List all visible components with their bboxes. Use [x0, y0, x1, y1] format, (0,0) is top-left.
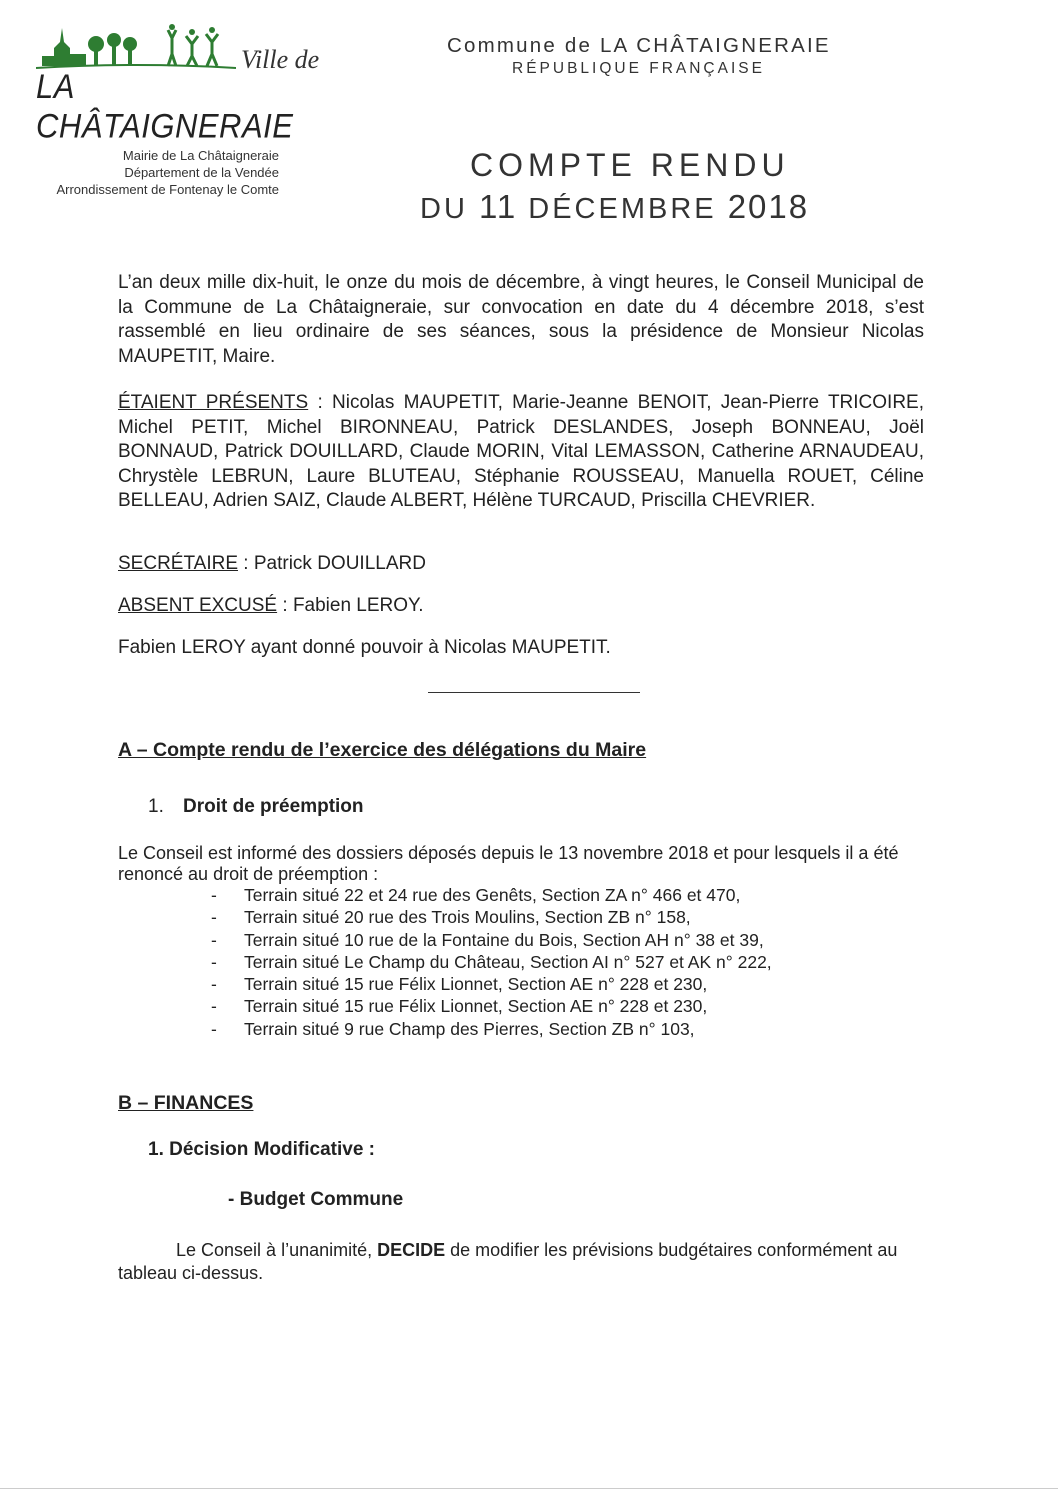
section-a-sub-title: Droit de préemption	[183, 796, 364, 817]
date-day: 11	[478, 188, 518, 225]
secretaire-sep: :	[238, 553, 254, 574]
section-b-title: B – FINANCES	[118, 1092, 254, 1114]
section-b-text-after: de modifier les prévisions budgétaires conformément au tableau ci-dessus.	[118, 1240, 898, 1283]
section-a-text: Le Conseil est informé des dossiers déposés depuis le 13 novembre 2018 et pour lesquels il a été renoncé au droit de préemption :	[118, 843, 899, 884]
logo-big-text: LA CHÂTAIGNERAIE	[36, 67, 294, 146]
mairie-address	[36, 147, 279, 198]
secretaire-line	[118, 553, 924, 575]
absent-line	[118, 595, 924, 617]
commune-heading: Commune de LA CHÂTAIGNERAIE	[447, 34, 831, 57]
absent-label: ABSENT EXCUSÉ	[118, 595, 278, 616]
list-item: - Terrain situé 20 rue des Trois Moulins, Section ZB n° 158,	[211, 907, 691, 928]
list-item: - Terrain situé 10 rue de la Fontaine du Bois, Section AH n° 38 et 39,	[211, 929, 764, 950]
scan-edge-line	[0, 1488, 1058, 1489]
secretaire-label: SECRÉTAIRE	[118, 553, 239, 574]
presents-names: Nicolas MAUPETIT, Marie-Jeanne BENOIT, Jean-Pierre TRICOIRE, Michel PETIT, Michel BIRONNEAU, Patrick DESLANDES, Joseph BONNEAU, Joël BONNAUD, Patrick DOUILLARD, Claude MORIN, Vital LEMASSON, Catherine ARNAUDEAU, Chrystèle LEBRUN, Laure BLUTEAU, Stéphanie ROUSSEAU, Manuella ROUET, Céline BELLEAU, Adrien SAIZ, Claude ALBERT, Hélène TURCAUD, Priscilla CHEVRIER.	[118, 392, 925, 511]
date-prefix: DU	[420, 193, 479, 225]
mairie-line-2: Département de la Vendée	[124, 165, 279, 180]
absent-sep: :	[277, 595, 293, 616]
section-a-sub-number: 1.	[148, 796, 164, 817]
absent-value: Fabien LEROY.	[292, 595, 424, 616]
section-a-subtitle	[148, 796, 364, 818]
list-item: - Terrain situé 9 rue Champ des Pierres, Section ZB n° 103,	[211, 1018, 695, 1039]
page-title: COMPTE RENDU	[470, 147, 790, 183]
date-month: DÉCEMBRE	[517, 193, 728, 225]
secretaire-value: Patrick DOUILLARD	[253, 553, 426, 574]
section-b-subtitle: 1. Décision Modificative :	[148, 1139, 375, 1160]
list-item: - Terrain situé 15 rue Félix Lionnet, Section AE n° 228 et 230,	[211, 974, 708, 995]
republique-heading: RÉPUBLIQUE FRANÇAISE	[512, 60, 765, 77]
pouvoir-line: Fabien LEROY ayant donné pouvoir à Nicolas MAUPETIT.	[118, 637, 611, 658]
logo-small-text: Ville de	[241, 45, 320, 74]
section-b-text-bold: DECIDE	[377, 1240, 446, 1260]
divider	[428, 692, 640, 693]
preemption-list	[211, 884, 772, 1040]
presents-paragraph	[118, 391, 924, 514]
date-year: 2018	[727, 188, 810, 225]
section-b-budget-heading: - Budget Commune	[228, 1189, 404, 1210]
presents-label: ÉTAIENT PRÉSENTS	[118, 392, 309, 413]
town-logo	[36, 22, 326, 146]
presents-sep: :	[308, 392, 333, 413]
mairie-line-1: Mairie de La Châtaigneraie	[122, 148, 279, 163]
section-b-text-before: Le Conseil à l’unanimité,	[176, 1240, 378, 1260]
intro-paragraph: L’an deux mille dix-huit, le onze du mois de décembre, à vingt heures, le Conseil Municipal de la Commune de La Châtaigneraie, sur convocation en date du 4 décembre 2018, s’est rassemblé en lieu ordinaire de ses séances, sous la présidence de Monsieur Nicolas MAUPETIT, Maire.	[118, 272, 924, 367]
list-item: - Terrain situé Le Champ du Château, Section AI n° 527 et AK n° 222,	[211, 951, 772, 972]
section-b-text	[118, 1239, 938, 1285]
page-subtitle-date	[420, 188, 809, 226]
section-a-title: A – Compte rendu de l’exercice des délégations du Maire	[118, 739, 647, 761]
list-item: - Terrain situé 22 et 24 rue des Genêts, Section ZA n° 466 et 470,	[211, 885, 741, 905]
list-item: - Terrain situé 15 rue Félix Lionnet, Section AE n° 228 et 230,	[211, 996, 708, 1017]
mairie-line-3: Arrondissement de Fontenay le Comte	[56, 182, 279, 197]
